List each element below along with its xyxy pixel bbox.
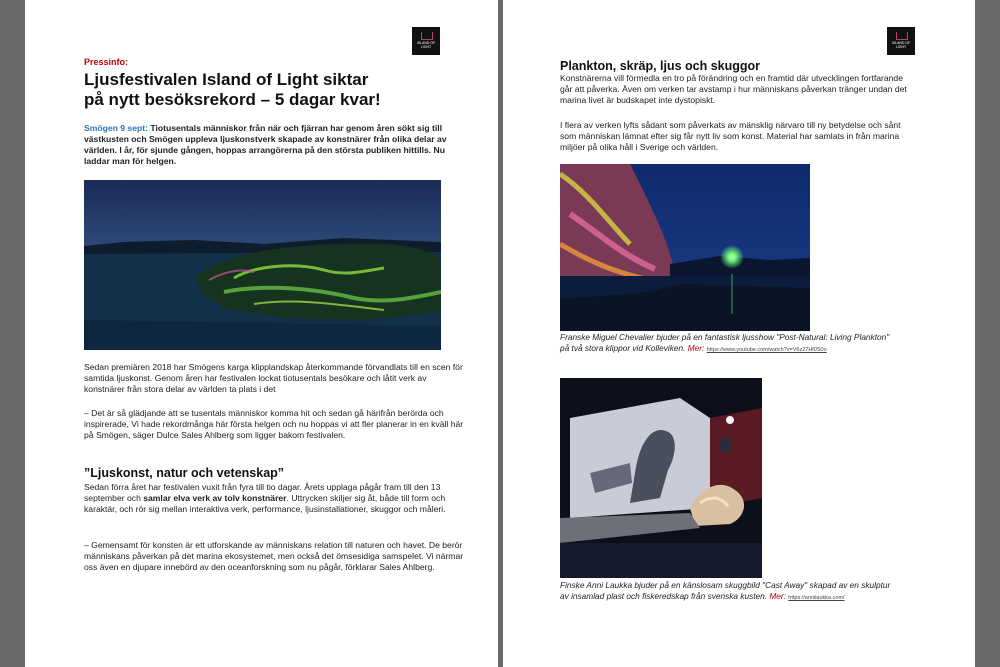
link-youtube-video[interactable]: https://www.youtube.com/watch?v=V6z27Hf0S0o [706,347,827,353]
paragraph-festival-growth: Sedan förra året har festivalen vuxit från fyra till tio dagar. Årets upplaga pågår fram till den 13 september och samlar elva verk av tolv konstnärer. Uttrycken skiljer sig åt, både till form och karaktär, och rör sig mellan interaktiva verk, performance, ljusinstallationer, skuggor och måleri. [84,482,446,514]
paragraph-quote: – Det är så glädjande att se tusentals människor komma hit och sedan gå härifrån berörda och inspirerade, Vi hade rekordmånga här första helgen och nu hoppas vi att fler planerar in en kväll här på Smögen, säger Dulce Sales Ahlberg som ligger bakom festivalen. [84,408,464,440]
page-title [84,70,474,110]
island-of-light-logo: ISLAND OF LIGHT [412,27,440,55]
dateline: Smögen 9 sept: [84,123,148,133]
paragraph-message: Konstnärerna vill förmedla en tro på förändring och en framtid där utvecklingen fortfarande går att påverka. Även om verken tar avstamp i hur människans påverkan tränger undan det marina livet är budskapet inte dystopiskt. [560,73,907,105]
press-label: Pressinfo: [84,57,129,67]
section-heading: Plankton, skräp, ljus och skuggor [560,59,761,73]
paragraph-common-theme: – Gemensamt för konsten är ett utforskande av människans relation till naturen och havet. De berör människans påverkan på det marina ekosystemet, men också det ömsesidiga samspelet. Vi närmar oss även en djupare innebörd av den oceanforskning som nu pågår, förklarar Sales Ahlberg. [84,540,464,572]
paragraph-premiere: Sedan premiären 2018 har Smögens karga klipplandskap återkommande förvandlats till en scen för samtida ljuskonst. Genom åren har festivalen lockat tiotusentals besökare och låtit verk av konstnärer från stora delar av världen ta plats i det [84,362,463,394]
artworks-count-highlight: samlar elva verk av tolv konstnärer [143,493,287,503]
island-of-light-logo: ISLAND OF LIGHT [887,27,915,55]
lead-text: Tiotusentals människor från när och fjärran har genom åren sökt sig till västkusten och Smögen uppleva ljuskonstverk skapade av konstnärer från olika delar av världen. I år, för sjunde gången, hoppas arrangörerna på den största publiken hittills. Nu laddar man för helgen. [84,123,447,166]
link-artist-website[interactable]: https://annilaukka.com/ [788,595,845,601]
caption-cast-away: Finske Anni Laukka bjuder på en känslosam skuggbild "Cast Away" skapad av en skulptur av insamlad plast och fiskeredskap från svenska kusten. Mer: https://annilaukka.com/ [560,580,891,601]
document-page-1 [25,0,498,667]
photo-cast-away [560,378,762,578]
photo-island-lit [84,180,441,350]
title-line-2: på nytt besöksrekord – 5 dagar kvar! [84,90,381,109]
paragraph-materials: I flera av verken lyfts sådant som påverkats av mänsklig närvaro till ny betydelse och sånt som människan lämnat efter sig får nytt liv som konst. Material har samlats in från marina miljöer på olika håll i Sverige och världen. [560,120,901,152]
section-heading: ”Ljuskonst, natur och vetenskap” [84,466,285,480]
title-line-1: Ljusfestivalen Island of Light siktar [84,70,369,89]
lead-paragraph [84,123,464,167]
document-page-2 [503,0,975,667]
caption-living-plankton: Franske Miguel Chevalier bjuder på en fantastisk ljusshow "Post-Natural: Living Plankton" på två stora klippor vid Kolleviken. Mer: https://www.youtube.com/watch?v=V6z27Hf0S0o [560,332,890,353]
photo-living-plankton [560,164,810,331]
